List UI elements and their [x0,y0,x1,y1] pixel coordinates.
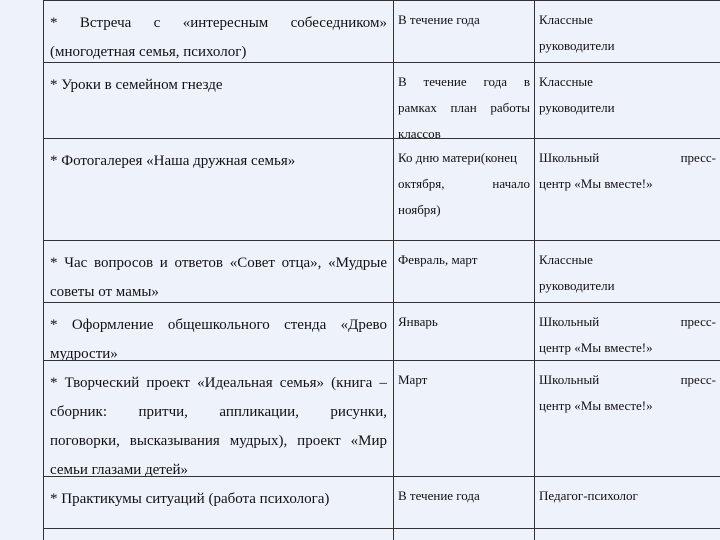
responsible-cell [535,1,720,62]
responsible-text-line: руководители [539,100,615,115]
responsible-text-line: центр «Мы вместе!» [539,176,653,191]
responsible-cell [535,303,720,360]
time-text-line: В течение года в [398,74,530,89]
responsible-cell [535,241,720,302]
table-row [44,62,720,141]
event-text-line: * Оформление общешкольного стенда «Древо [50,317,387,333]
responsible-text-line: Классные [539,12,593,27]
time-text-line: классов [398,126,441,141]
time-cell [394,1,535,62]
time-cell [394,303,535,360]
event-text-line: советы от мамы» [50,284,159,300]
event-text-line: * Практикумы ситуаций (работа психолога) [50,491,330,507]
table-row [44,360,720,476]
time-cell [394,139,535,240]
time-text-line: В течение года [398,488,480,503]
event-cell [44,63,394,138]
event-cell [44,361,394,476]
event-text-line: мудрости» [50,346,118,362]
event-text-line: семьи глазами детей» [50,462,189,478]
time-cell [394,241,535,302]
responsible-text-line: Классные [539,252,593,267]
table-row [44,0,720,62]
event-text-line: (многодетная семья, психолог) [50,44,247,60]
responsible-cell [535,139,720,240]
responsible-text-line: Педагог-психолог [539,488,638,503]
responsible-text-line: руководители [539,38,615,53]
responsible-cell [535,63,720,138]
responsible-cell [535,529,720,540]
time-cell [394,529,535,540]
event-cell [44,529,394,540]
table-row [44,528,720,540]
time-text-line: Ко дню матери(конец [398,150,517,165]
time-text-line: октября, начало [398,176,530,191]
responsible-text-line: центр «Мы вместе!» [539,340,653,355]
event-cell [44,477,394,528]
table-row [44,476,720,528]
responsible-text-line: Классные [539,74,593,89]
table-row [44,240,720,302]
events-table [43,0,720,540]
responsible-text-line: Школьный пресс- [539,314,716,329]
event-text-line: * Творческий проект «Идеальная семья» (книга – [50,375,387,391]
event-text-line: * Час вопросов и ответов «Совет отца», «Мудрые [50,255,387,271]
responsible-cell [535,477,720,528]
time-text-line: рамках план работы [398,100,530,115]
responsible-text-line: центр «Мы вместе!» [539,398,653,413]
responsible-text-line: Школьный пресс- [539,150,716,165]
event-cell [44,241,394,302]
responsible-text-line: руководители [539,278,615,293]
event-cell [44,303,394,360]
event-text-line: сборник: притчи, аппликации, рисунки, [50,404,387,420]
time-text-line: В течение года [398,12,480,27]
table-row [44,302,720,360]
time-text-line: Февраль, март [398,252,478,267]
event-text-line: * Фотогалерея «Наша дружная семья» [50,153,296,169]
time-cell [394,63,535,141]
event-text-line: * Уроки в семейном гнезде [50,77,223,93]
event-text-line: * Встреча с «интересным собеседником» [50,15,387,31]
event-cell [44,139,394,240]
responsible-text-line: Школьный пресс- [539,372,716,387]
event-text-line: поговорки, высказывания мудрых), проект «Мир [50,433,387,449]
time-cell [394,361,535,476]
table-row [44,138,720,240]
time-text-line: Март [398,372,428,387]
time-text-line: Январь [398,314,438,329]
time-text-line: ноября) [398,202,441,217]
event-cell [44,1,394,62]
responsible-cell [535,361,720,476]
time-cell [394,477,535,528]
